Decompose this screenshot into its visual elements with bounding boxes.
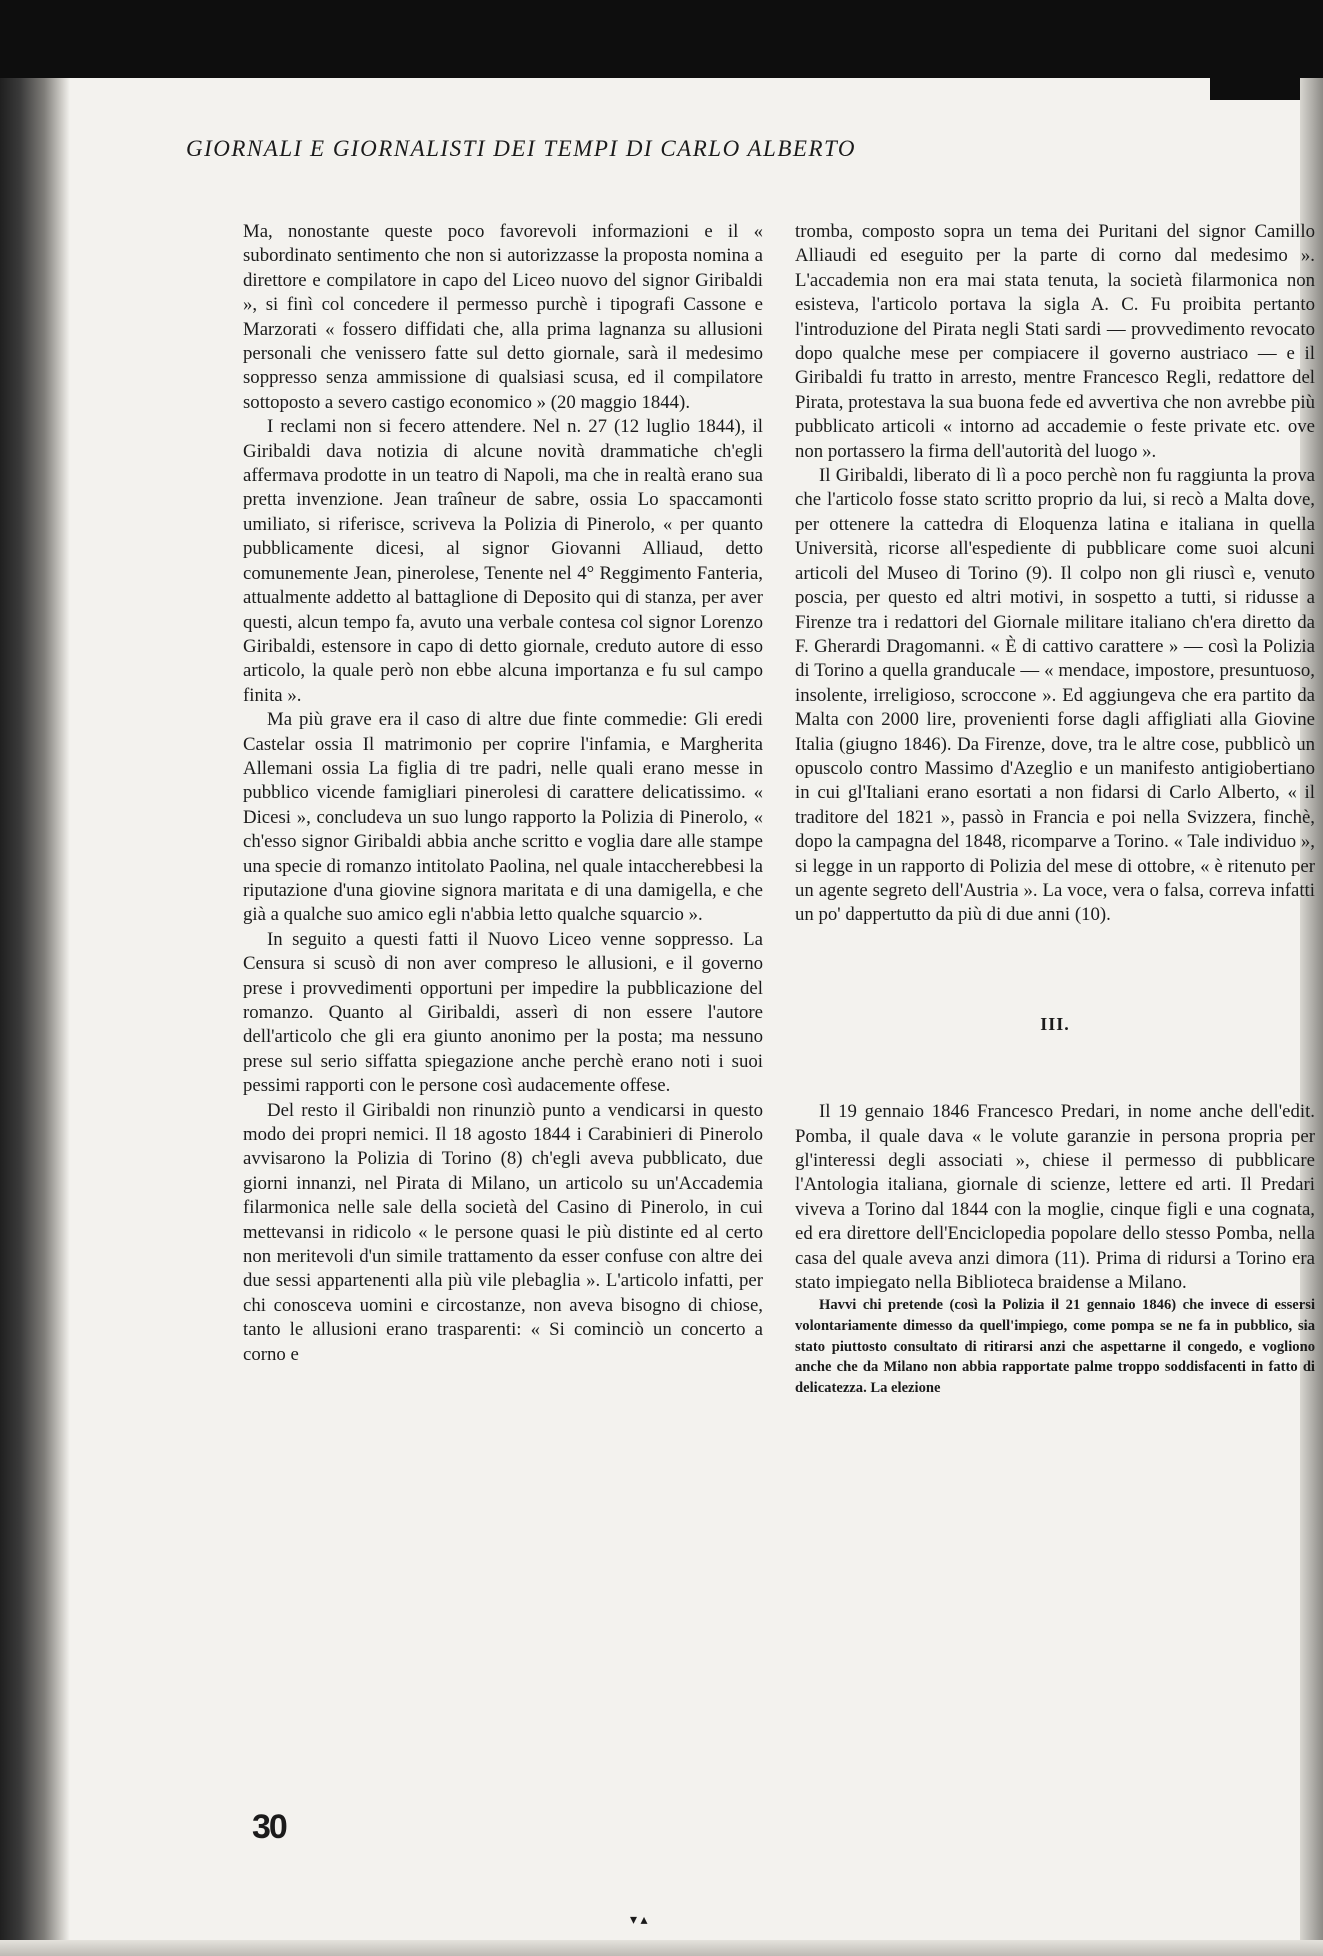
right-column [795, 220, 1315, 1398]
page-number: 30 [252, 1808, 286, 1846]
section-paragraph: Il 19 gennaio 1846 Francesco Predari, in nome anche dell'edit. Pomba, il quale dava « le volute garanzie in persona propria per gl'interessi degli associati », chiese il permesso di pubblicare l'Antologia italiana, giornale di scienze, lettere ed arti. Il Predari viveva a Torino dal 1844 con la moglie, cinque figli e una cognata, ed era direttore dell'Enciclopedia popolare dello stesso Pomba, nella casa del quale aveva anzi dimora (11). Prima di ridursi a Torino era stato impiegato nella Biblioteca braidense a Milano. [795, 1101, 1315, 1294]
book-spine-shadow [0, 78, 70, 1956]
paragraph: tromba, composto sopra un tema dei Puritani del signor Camillo Alliaudi ed eseguito per la parte di corno dal medesimo ». L'accademia non era mai stata tenuta, la società filarmonica non esisteva, l'articolo portava la sigla A. C. Fu proibita pertanto l'introduzione del Pirata negli Stati sardi — provvedimento revocato dopo qualche mese per compiacere il governo austriaco — e il Giribaldi fu tratto in arresto, mentre Francesco Regli, redattore del Pirata, protestava la sua buona fede ed avvertiva che non avrebbe più pubblicato articoli « intorno ad accademie o feste private etc. ove non portassero la firma dell'autorità del luogo ». [795, 221, 1315, 462]
section-number: III. [1040, 1013, 1070, 1034]
running-head: GIORNALI E GIORNALISTI DEI TEMPI DI CARLO ALBERTO [186, 136, 856, 161]
paragraph: I reclami non si fecero attendere. Nel n. 27 (12 luglio 1844), il Giribaldi dava notizia di alcune novità drammatiche ch'egli affermava prodotte in un teatro di Napoli, ma che in realtà erano sua pretta invenzione. Jean traîneur de sabre, ossia Lo spaccamonti umiliato, si riferisce, scriveva la Polizia di Pinerolo, « per quanto pubblicamente dicesi, al signor Giovanni Alliaud, detto comunemente Jean, pinerolese, Tenente nel 4° Reggimento Fanteria, attualmente addetto al battaglione di Deposito qui di stanza, per aver questi, alcun tempo fa, avuto una verbale contesa col signor Lorenzo Giribaldi, estensore in capo di detto giornale, creduto autore di esso articolo, la quale però non ebbe alcuna importanza e fu sul campo finita ». [243, 416, 763, 706]
paragraph: In seguito a questi fatti il Nuovo Liceo venne soppresso. La Censura si scusò di non aver compreso le allusioni, e il governo prese i provvedimenti opportuni per impedire la pubblicazione del romanzo. Quanto al Giribaldi, asserì di non essere l'autore dell'articolo che gli era giunto anonimo per la posta; ma nessuno prese sul serio siffatta spiegazione anche perchè erano noti i suoi pessimi rapporti con le persone così audacemente offese. [243, 928, 763, 1097]
paragraph: Ma più grave era il caso di altre due finte commedie: Gli eredi Castelar ossia Il matrimonio per coprire l'infamia, e Margherita Allemani ossia La figlia di tre padri, nelle quali erano messe in pubblico vicende famigliari pinerolesi di carattere delicatissimo. « Dicesi », concludeva un suo lungo rapporto la Polizia di Pinerolo, « ch'esso signor Giribaldi abbia anche scritto e voglia dare alle stampe una specie di romanzo intitolato Paolina, nel quale intaccherebbesi la riputazione d'una giovine signora maritata e di una damigella, e che già a qualche suo amico egli n'abbia letto qualche squarcio ». [243, 709, 763, 926]
footnote: Havvi chi pretende (così la Polizia il 21 gennaio 1846) che invece di essersi volontariamente dimesso da quell'impiego, come pompa se ne fa in pubblico, sia stato piuttosto consultato di ritirarsi anzi che aspettarne il congedo, e vogliono anche che da Milano non abbia rapportate palme troppo soddisfacenti in fatto di delicatezza. La elezione [795, 1297, 1315, 1396]
left-column [243, 220, 763, 1367]
paragraph: Il Giribaldi, liberato di lì a poco perchè non fu raggiunta la prova che l'articolo fosse stato scritto proprio da lui, si recò a Malta dove, per ottenere la cattedra di Eloquenza latina e italiana in quella Università, ricorse all'espediente di pubblicare come suoi alcuni articoli del Museo di Torino (9). Il colpo non gli riuscì e, venuto poscia, per questo ed altri motivi, in sospetto a tutti, si ridusse a Firenze tra i redattori del Giornale militare italiano ch'era diretto da F. Gherardi Dragomanni. « È di cattivo carattere » — così la Polizia di Torino a quella granducale — « mendace, impostore, presuntuoso, insolente, irreligioso, scroccone ». Ed aggiungeva che era partito da Malta con 2000 lire, provenienti forse dagli affigliati alla Giovine Italia (giugno 1846). Da Firenze, dove, tra le altre cose, pubblicò un opuscolo contro Massimo d'Azeglio e un manifesto antigiobertiano in cui gl'Italiani erano esortati a non fidarsi di Carlo Alberto, « il traditore del 1821 », passò in Francia e poi nella Svizzera, finchè, dopo la campagna del 1848, ricomparve a Torino. « Tale individuo », si legge in un rapporto di Polizia del mese di ottobre, « è ritenuto per un agente segreto dell'Austria ». La voce, vera o falsa, correva infatti un po' dappertutto da più di due anni (10). [795, 465, 1315, 926]
scan-bottom-edge [0, 1940, 1323, 1956]
paragraph: Ma, nonostante queste poco favorevoli informazioni e il « subordinato sentimento che non si autorizzasse la proposta nomina a direttore e compilatore in capo del Liceo nuovo del signor Giribaldi », si finì col concedere il permesso purchè i tipografi Cassone e Marzorati « fossero diffidati che, alla prima lagnanza su allusioni personali che venissero fatte sul detto giornale, sarà il medesimo soppresso senza ammissione di qualsiasi scusa, ed il compilatore sottoposto a severo castigo economico » (20 maggio 1844). [243, 221, 763, 413]
scan-top-border [0, 0, 1323, 78]
paragraph: Del resto il Giribaldi non rinunziò punto a vendicarsi in questo modo dei propri nemici. Il 18 agosto 1844 i Carabinieri di Pinerolo avvisarono la Polizia di Torino (8) ch'egli aveva pubblicato, due giorni innanzi, nel Pirata di Milano, un articolo su un'Accademia filarmonica nelle sale della società del Casino di Pinerolo, in cui mettevansi in ridicolo « le persone quasi le più distinte ed al certo non meritevoli d'un simile trattamento da esser confuse con altre dei due sessi appartenenti alla più vile plebaglia ». L'articolo infatti, per chi conosceva uomini e circostanze, non aveva bisogno di chiose, tanto le allusioni erano trasparenti: « Si cominciò un concerto a corno e [243, 1099, 763, 1365]
bottom-mark: ▾ ▴ [630, 1913, 648, 1928]
